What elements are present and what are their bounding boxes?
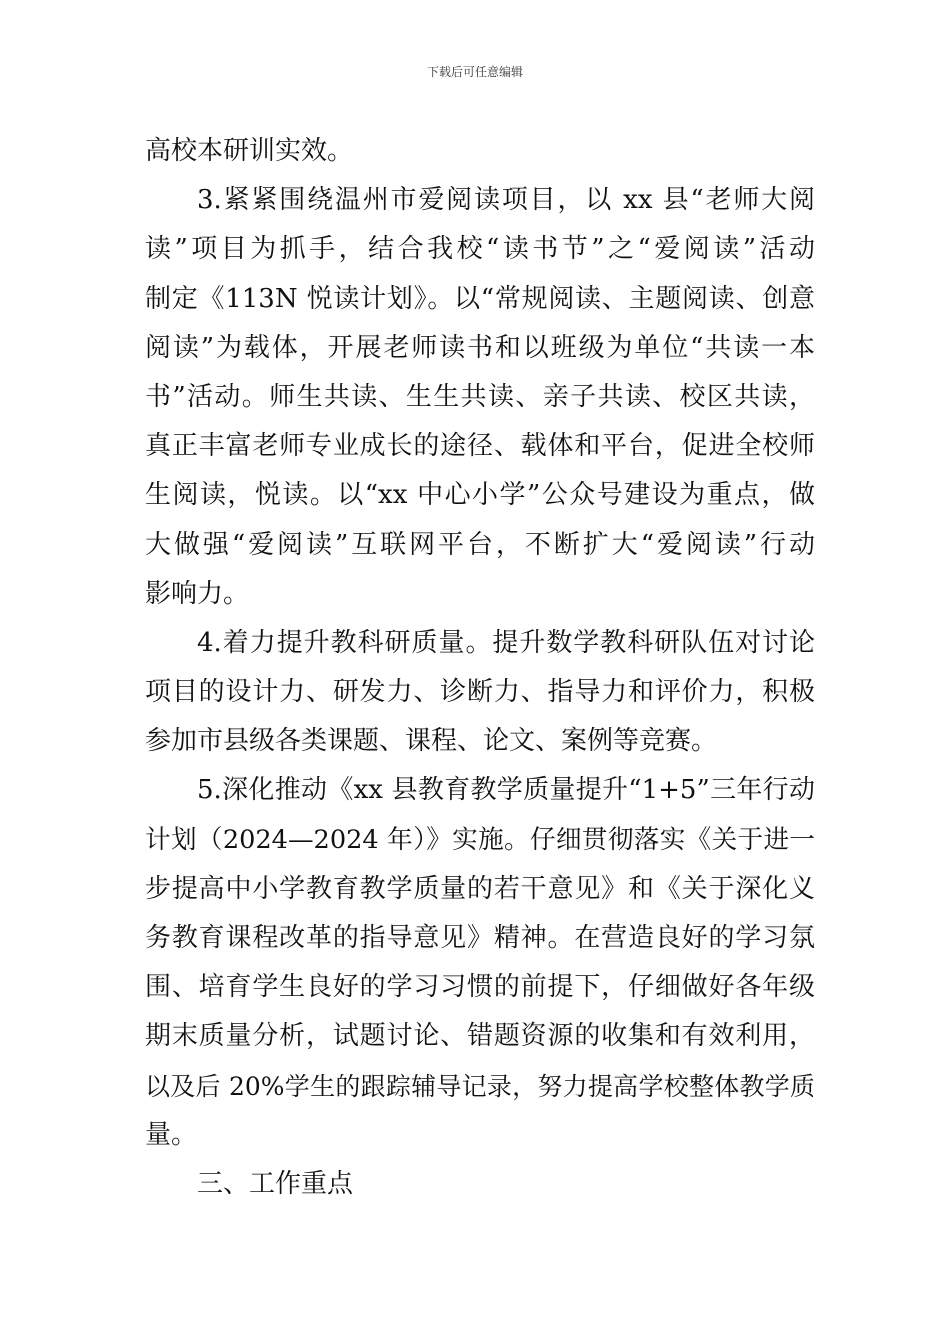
text-line: 大做强“爱阅读”互联网平台，不断扩大“爱阅读”行动 (145, 529, 815, 560)
text-line: 制定《113N 悦读计划》。以“常规阅读、主题阅读、创意 (145, 283, 815, 314)
section-heading: 三、工作重点 (197, 1168, 354, 1199)
text-line: 3.紧紧围绕温州市爱阅读项目，以 xx 县“老师大阅 (197, 185, 815, 216)
text-line: 项目的设计力、研发力、诊断力、指导力和评价力，积极 (145, 677, 815, 708)
text-line: 以及后 20%学生的跟踪辅导记录，努力提高学校整体教学质 (145, 1071, 815, 1101)
text-line: 务教育课程改革的指导意见》精神。在营造良好的学习氛 (145, 923, 815, 953)
text-line: 真正丰富老师专业成长的途径、载体和平台，促进全校师 (145, 431, 815, 462)
text-line: 量。 (145, 1119, 198, 1150)
text-line: 计划（2024—2024 年）》实施。仔细贯彻落实《关于进一 (145, 824, 815, 855)
text-line: 步提高中小学教育教学质量的若干意见》和《关于深化义 (145, 873, 815, 904)
text-line: 生阅读，悦读。以“xx 中心小学”公众号建设为重点，做 (145, 480, 815, 511)
text-line: 读”项目为抓手，结合我校“读书节”之“爱阅读”活动 (145, 234, 815, 265)
text-line: 参加市县级各类课题、课程、论文、案例等竞赛。 (145, 726, 718, 757)
document-body (145, 127, 815, 1209)
text-line: 4.着力提升教科研质量。提升数学教科研队伍对讨论 (197, 627, 815, 658)
text-line: 围、培育学生良好的学习习惯的前提下，仔细做好各年级 (145, 972, 815, 1003)
text-line: 影响力。 (145, 578, 250, 609)
text-line: 书”活动。师生共读、生生共读、亲子共读、校区共读， (145, 381, 815, 412)
page-header: 下载后可任意编辑 (426, 65, 523, 79)
text-line: 期末质量分析，试题讨论、错题资源的收集和有效利用， (145, 1021, 815, 1052)
text-line: 高校本研训实效。 (145, 136, 354, 166)
text-line: 5.深化推动《xx 县教育教学质量提升“1+5”三年行动 (197, 775, 815, 806)
text-line: 阅读”为载体，开展老师读书和以班级为单位“共读一本 (145, 332, 815, 363)
